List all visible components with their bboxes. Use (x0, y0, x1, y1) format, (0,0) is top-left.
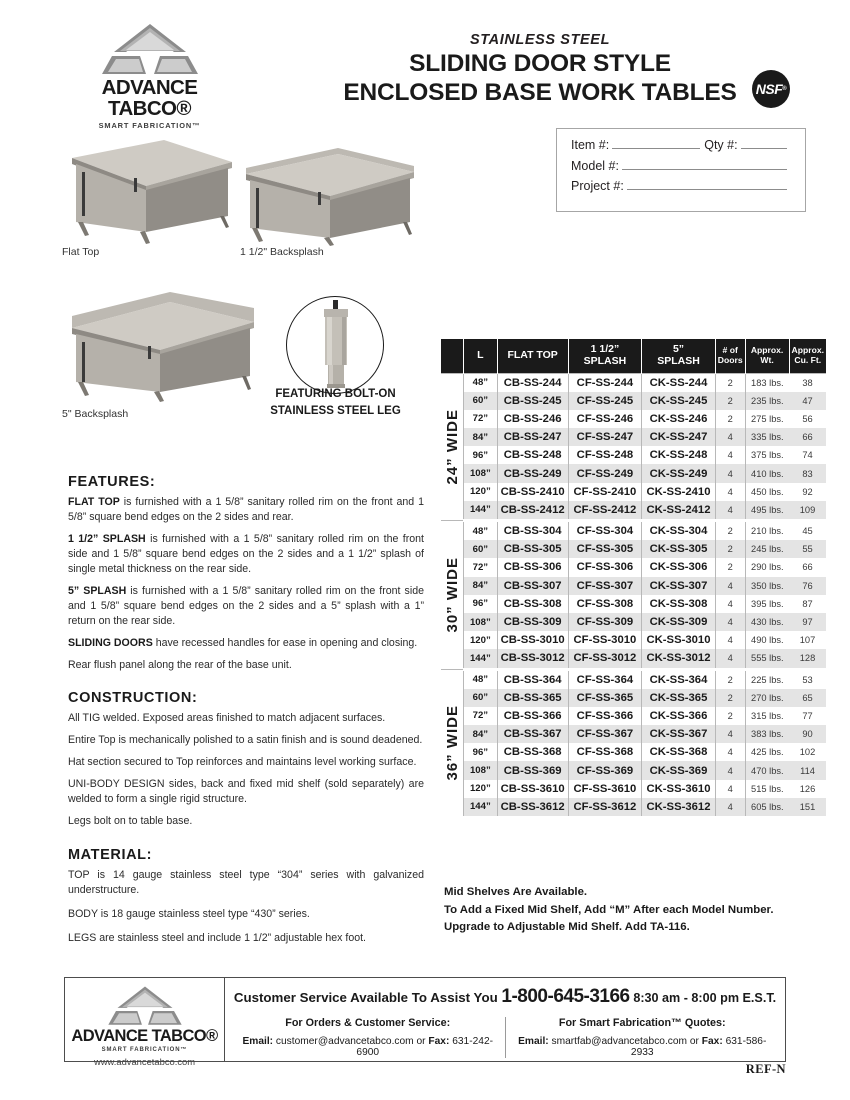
footer-brand-tagline: SMART FABRICATION™ (101, 1046, 188, 1053)
quotes-email-label: Email: (518, 1036, 549, 1047)
cell-splash-5-model: CK-SS-244 (642, 373, 716, 392)
cell-splash-15-model: CF-SS-305 (568, 540, 642, 558)
cell-flat-top-model: CB-SS-247 (497, 428, 568, 446)
cell-doors: 4 (715, 483, 745, 501)
cell-weight: 515 lbs. (745, 780, 789, 798)
cell-weight: 210 lbs. (745, 521, 789, 541)
cell-splash-15-model: CF-SS-304 (568, 521, 642, 541)
cell-splash-5-model: CK-SS-367 (642, 725, 716, 743)
cell-weight: 290 lbs. (745, 558, 789, 576)
header-splash-5: 5” SPLASH (642, 339, 716, 373)
mid-shelf-note-line3: Upgrade to Adjustable Mid Shelf. Add TA-116. (444, 921, 690, 934)
qty-input[interactable] (741, 138, 787, 149)
cell-splash-15-model: CF-SS-3610 (568, 780, 642, 798)
cell-weight: 395 lbs. (745, 595, 789, 613)
table-group-label: 24” WIDE (441, 373, 464, 521)
footer-orders-column (231, 1017, 506, 1058)
feature-term: SLIDING DOORS (68, 637, 153, 650)
cell-splash-15-model: CF-SS-367 (568, 725, 642, 743)
cell-doors: 4 (715, 577, 745, 595)
table-row (441, 577, 826, 595)
leg-feature-callout (243, 386, 428, 419)
features-heading: FEATURES: (68, 474, 156, 490)
nsf-certification-icon: NSF ® (752, 70, 790, 108)
table-header (441, 339, 826, 373)
cell-flat-top-model: CB-SS-307 (497, 577, 568, 595)
cell-flat-top-model: CB-SS-364 (497, 669, 568, 689)
cell-flat-top-model: CB-SS-367 (497, 725, 568, 743)
cell-flat-top-model: CB-SS-248 (497, 446, 568, 464)
quotes-title: For Smart Fabrication™ Quotes: (558, 1017, 726, 1029)
registered-mark: ® (176, 96, 191, 120)
cell-flat-top-model: CB-SS-3012 (497, 649, 568, 669)
material-paragraph: TOP is 14 gauge stainless steel type “304” series with galvanized understructure. (68, 868, 424, 896)
cell-length: 48” (464, 373, 498, 392)
cell-splash-15-model: CF-SS-369 (568, 761, 642, 779)
cell-splash-5-model: CK-SS-2410 (642, 483, 716, 501)
cell-splash-15-model: CF-SS-245 (568, 392, 642, 410)
mid-shelf-note-line2: To Add a Fixed Mid Shelf, Add “M” After each Model Number. (444, 903, 774, 916)
table-row (441, 521, 826, 541)
orders-contact-line: Email: customer@advancetabco.com or Fax: 631-242-6900 (242, 1036, 493, 1058)
cell-weight: 605 lbs. (745, 798, 789, 816)
cell-doors: 2 (715, 373, 745, 392)
cell-splash-5-model: CK-SS-366 (642, 707, 716, 725)
cell-splash-5-model: CK-SS-247 (642, 428, 716, 446)
cell-splash-5-model: CK-SS-304 (642, 521, 716, 541)
cell-flat-top-model: CB-SS-3010 (497, 631, 568, 649)
cell-cubic-feet: 66 (789, 558, 826, 576)
mid-shelf-note-line1: Mid Shelves Are Available. (444, 886, 588, 898)
model-row (571, 159, 791, 173)
cell-doors: 4 (715, 649, 745, 669)
cell-doors: 4 (715, 725, 745, 743)
table-row (441, 501, 826, 521)
header-cubic-feet: Approx. Cu. Ft. (789, 339, 826, 373)
model-input[interactable] (622, 159, 787, 170)
cell-flat-top-model: CB-SS-305 (497, 540, 568, 558)
cell-splash-5-model: CK-SS-309 (642, 613, 716, 631)
cell-splash-5-model: CK-SS-249 (642, 464, 716, 482)
mid-shelf-note (444, 884, 834, 937)
cell-cubic-feet: 107 (789, 631, 826, 649)
cell-splash-15-model: CF-SS-244 (568, 373, 642, 392)
cell-weight: 245 lbs. (745, 540, 789, 558)
cell-splash-15-model: CF-SS-3010 (568, 631, 642, 649)
cell-doors: 2 (715, 521, 745, 541)
cell-doors: 2 (715, 707, 745, 725)
cell-splash-15-model: CF-SS-248 (568, 446, 642, 464)
cell-weight: 350 lbs. (745, 577, 789, 595)
caption-1-5-backsplash: 1 1/2" Backsplash (240, 246, 324, 258)
cell-length: 144” (464, 501, 498, 521)
header-length: L (464, 339, 498, 373)
cell-splash-15-model: CF-SS-308 (568, 595, 642, 613)
table-row (441, 392, 826, 410)
project-label: Project #: (571, 179, 624, 193)
cell-length: 120” (464, 483, 498, 501)
material-section (68, 847, 424, 946)
table-row (441, 540, 826, 558)
cell-flat-top-model: CB-SS-244 (497, 373, 568, 392)
table-row (441, 761, 826, 779)
cell-splash-5-model: CK-SS-248 (642, 446, 716, 464)
cell-cubic-feet: 97 (789, 613, 826, 631)
cell-doors: 4 (715, 761, 745, 779)
pyramid-logo-icon (97, 985, 193, 1027)
cell-length: 96” (464, 446, 498, 464)
header-flat-top: FLAT TOP (497, 339, 568, 373)
product-photo-1-5-backsplash (238, 140, 420, 248)
cell-splash-15-model: CF-SS-309 (568, 613, 642, 631)
construction-heading: CONSTRUCTION: (68, 690, 198, 707)
cell-length: 72” (464, 410, 498, 428)
cell-length: 60” (464, 689, 498, 707)
table-row (441, 798, 826, 816)
cell-length: 120” (464, 780, 498, 798)
qty-label: Qty #: (704, 138, 738, 152)
cell-splash-15-model: CF-SS-366 (568, 707, 642, 725)
cell-splash-5-model: CK-SS-306 (642, 558, 716, 576)
table-group-label: 36” WIDE (441, 669, 464, 816)
cell-cubic-feet: 87 (789, 595, 826, 613)
cell-splash-15-model: CF-SS-365 (568, 689, 642, 707)
cell-doors: 4 (715, 446, 745, 464)
feature-paragraph: 5” SPLASH is furnished with a 1 5/8” sanitary rolled rim on the front side and 1 5/8” square bend edges on the 2 sides and a 5” splash with a 1” return on the rear side. (68, 585, 424, 628)
cell-cubic-feet: 151 (789, 798, 826, 816)
cell-length: 72” (464, 707, 498, 725)
footer-headline (231, 986, 779, 1008)
cell-doors: 4 (715, 798, 745, 816)
caption-5-backsplash: 5" Backsplash (62, 408, 129, 420)
cell-weight: 225 lbs. (745, 669, 789, 689)
cell-flat-top-model: CB-SS-246 (497, 410, 568, 428)
cell-splash-15-model: CF-SS-246 (568, 410, 642, 428)
cell-flat-top-model: CB-SS-306 (497, 558, 568, 576)
page-header (0, 0, 850, 130)
cell-length: 96” (464, 595, 498, 613)
quotes-fax: 631-586-2933 (630, 1036, 767, 1058)
cell-cubic-feet: 53 (789, 669, 826, 689)
cell-length: 60” (464, 392, 498, 410)
cell-length: 84” (464, 428, 498, 446)
cell-doors: 4 (715, 631, 745, 649)
construction-list (68, 711, 424, 829)
construction-paragraph: Legs bolt on to table base. (68, 815, 193, 828)
feature-term: 1 1/2” SPLASH (68, 533, 146, 546)
orders-email-label: Email: (242, 1036, 274, 1047)
orders-email[interactable]: customer@advancetabco.com (275, 1036, 414, 1047)
project-row (571, 179, 791, 193)
orders-fax: 631-242-6900 (356, 1036, 493, 1058)
cell-cubic-feet: 55 (789, 540, 826, 558)
cell-flat-top-model: CB-SS-365 (497, 689, 568, 707)
table-row (441, 689, 826, 707)
material-paragraph: BODY is 18 gauge stainless steel type “430” series. (68, 907, 310, 920)
stainless-leg-icon (314, 300, 358, 392)
feature-term: 5” SPLASH (68, 585, 127, 598)
orders-fax-label: Fax: (428, 1036, 450, 1047)
cell-cubic-feet: 90 (789, 725, 826, 743)
title-block (300, 32, 780, 108)
cell-length: 108” (464, 613, 498, 631)
cell-doors: 4 (715, 428, 745, 446)
footer-quotes-column (506, 1017, 780, 1058)
page-footer (64, 977, 786, 1067)
cell-weight: 383 lbs. (745, 725, 789, 743)
cell-splash-5-model: CK-SS-3012 (642, 649, 716, 669)
leg-callout-line2: STAINLESS STEEL LEG (270, 404, 401, 417)
brand-logo (62, 22, 237, 130)
cell-flat-top-model: CB-SS-366 (497, 707, 568, 725)
cell-splash-5-model: CK-SS-3610 (642, 780, 716, 798)
cell-length: 144” (464, 649, 498, 669)
cell-length: 108” (464, 761, 498, 779)
product-photo-flat-top (60, 128, 240, 246)
cell-doors: 2 (715, 558, 745, 576)
cell-weight: 425 lbs. (745, 743, 789, 761)
cell-splash-15-model: CF-SS-307 (568, 577, 642, 595)
page-title-line1: SLIDING DOOR STYLE (409, 50, 671, 77)
cell-length: 48” (464, 521, 498, 541)
cell-cubic-feet: 56 (789, 410, 826, 428)
customer-service-hours: 8:30 am - 8:00 pm E.S.T. (633, 991, 777, 1005)
header-doors: # of Doors (715, 339, 745, 373)
cell-doors: 4 (715, 464, 745, 482)
brand-website-link[interactable]: www.advancetabco.com (93, 1055, 196, 1067)
cell-length: 84” (464, 577, 498, 595)
cell-weight: 315 lbs. (745, 707, 789, 725)
model-table-wrapper (441, 339, 826, 816)
cell-weight: 235 lbs. (745, 392, 789, 410)
cell-weight: 410 lbs. (745, 464, 789, 482)
cell-flat-top-model: CB-SS-304 (497, 521, 568, 541)
cell-doors: 4 (715, 613, 745, 631)
cell-flat-top-model: CB-SS-249 (497, 464, 568, 482)
cell-splash-15-model: CF-SS-306 (568, 558, 642, 576)
product-photo-5-backsplash (62, 292, 262, 404)
cell-doors: 2 (715, 410, 745, 428)
quotes-contact-line: Email: smartfab@advancetabco.com or Fax: 631-586-2933 (518, 1036, 767, 1058)
model-specification-table (441, 339, 826, 816)
item-label: Item #: (571, 138, 610, 152)
header-group-spacer (441, 339, 464, 373)
footer-brand-name: ADVANCE TABCO® (71, 1027, 218, 1045)
cell-splash-15-model: CF-SS-2412 (568, 501, 642, 521)
cell-flat-top-model: CB-SS-3612 (497, 798, 568, 816)
table-row (441, 743, 826, 761)
cell-weight: 495 lbs. (745, 501, 789, 521)
cell-weight: 430 lbs. (745, 613, 789, 631)
cell-splash-15-model: CF-SS-247 (568, 428, 642, 446)
cell-doors: 2 (715, 540, 745, 558)
brand-name: ADVANCE TABCO® (101, 76, 198, 120)
cell-weight: 555 lbs. (745, 649, 789, 669)
feature-term: FLAT TOP (68, 496, 120, 508)
cell-flat-top-model: CB-SS-3610 (497, 780, 568, 798)
cell-cubic-feet: 66 (789, 428, 826, 446)
left-text-column (68, 474, 424, 955)
cell-weight: 335 lbs. (745, 428, 789, 446)
table-row (441, 780, 826, 798)
cell-splash-5-model: CK-SS-368 (642, 743, 716, 761)
cell-doors: 4 (715, 743, 745, 761)
brand-tagline: SMART FABRICATION™ (98, 121, 201, 130)
cell-length: 96” (464, 743, 498, 761)
table-row (441, 410, 826, 428)
footer-contact-block (225, 978, 785, 1061)
table-row (441, 373, 826, 392)
cell-length: 108” (464, 464, 498, 482)
table-row (441, 613, 826, 631)
cell-splash-5-model: CK-SS-364 (642, 669, 716, 689)
material-heading: MATERIAL: (68, 846, 153, 863)
cell-cubic-feet: 102 (789, 743, 826, 761)
cell-splash-15-model: CF-SS-3012 (568, 649, 642, 669)
table-row (441, 558, 826, 576)
table-row (441, 707, 826, 725)
cell-cubic-feet: 38 (789, 373, 826, 392)
customer-service-phone[interactable]: 1-800-645-3166 (501, 986, 630, 1007)
features-list (68, 495, 424, 673)
quotes-email[interactable]: smartfab@advancetabco.com (551, 1036, 688, 1047)
cell-weight: 490 lbs. (745, 631, 789, 649)
cell-doors: 4 (715, 780, 745, 798)
cell-splash-5-model: CK-SS-365 (642, 689, 716, 707)
table-row (441, 631, 826, 649)
feature-paragraph: Rear flush panel along the rear of the base unit. (68, 659, 292, 672)
cell-cubic-feet: 47 (789, 392, 826, 410)
feature-paragraph: FLAT TOP is furnished with a 1 5/8” sanitary rolled rim on the front and 1 5/8” square bend edges on the 2 sides and rear. (68, 496, 424, 524)
reference-code: REF-N (745, 1062, 786, 1076)
project-input[interactable] (627, 179, 787, 190)
feature-paragraph: SLIDING DOORS have recessed handles for ease in opening and closing. (68, 637, 418, 650)
footer-headline-prefix: Customer Service Available To Assist You (233, 990, 498, 1005)
feature-paragraph: 1 1/2” SPLASH is furnished with a 1 5/8” sanitary rolled rim on the front side and 1 5/8” square bend edges on the 2 sides and a 1 1/2” splash of single metal thickness on the rear side. (68, 533, 424, 576)
cell-doors: 4 (715, 595, 745, 613)
cell-cubic-feet: 74 (789, 446, 826, 464)
table-row (441, 669, 826, 689)
cell-weight: 275 lbs. (745, 410, 789, 428)
table-row (441, 483, 826, 501)
table-row (441, 649, 826, 669)
cell-doors: 4 (715, 501, 745, 521)
construction-paragraph: All TIG welded. Exposed areas finished to match adjacent surfaces. (68, 712, 386, 725)
cell-flat-top-model: CB-SS-308 (497, 595, 568, 613)
cell-splash-5-model: CK-SS-307 (642, 577, 716, 595)
cell-cubic-feet: 45 (789, 521, 826, 541)
cell-cubic-feet: 65 (789, 689, 826, 707)
cell-weight: 450 lbs. (745, 483, 789, 501)
construction-paragraph: Entire Top is mechanically polished to a satin finish and is sound deadened. (68, 734, 423, 747)
table-header-row (441, 339, 826, 373)
construction-paragraph: Hat section secured to Top reinforces and maintains level working surface. (68, 756, 417, 769)
material-paragraph: LEGS are stainless steel and include 1 1/2” adjustable hex foot. (68, 931, 366, 944)
item-input[interactable] (612, 138, 700, 149)
table-row (441, 428, 826, 446)
cell-weight: 375 lbs. (745, 446, 789, 464)
cell-weight: 183 lbs. (745, 373, 789, 392)
cell-doors: 2 (715, 392, 745, 410)
cell-splash-15-model: CF-SS-249 (568, 464, 642, 482)
cell-cubic-feet: 92 (789, 483, 826, 501)
cell-length: 60” (464, 540, 498, 558)
model-label: Model #: (571, 158, 619, 173)
cell-splash-5-model: CK-SS-308 (642, 595, 716, 613)
cell-cubic-feet: 128 (789, 649, 826, 669)
cell-splash-5-model: CK-SS-245 (642, 392, 716, 410)
cell-cubic-feet: 77 (789, 707, 826, 725)
page-title-line2: ENCLOSED BASE WORK TABLES (343, 78, 737, 106)
cell-splash-15-model: CF-SS-3612 (568, 798, 642, 816)
leg-callout-line1: FEATURING BOLT-ON (275, 388, 396, 400)
cell-weight: 470 lbs. (745, 761, 789, 779)
page-title (300, 50, 780, 108)
cell-doors: 2 (715, 669, 745, 689)
cell-splash-5-model: CK-SS-369 (642, 761, 716, 779)
cell-cubic-feet: 114 (789, 761, 826, 779)
eyebrow-text: STAINLESS STEEL (469, 32, 611, 48)
orders-title: For Orders & Customer Service: (285, 1017, 451, 1029)
cell-cubic-feet: 109 (789, 501, 826, 521)
cell-length: 84” (464, 725, 498, 743)
table-group-label: 30” WIDE (441, 521, 464, 670)
construction-paragraph: UNI-BODY DESIGN sides, back and fixed mid shelf (sold separately) are welded to form a single rigid structure. (68, 778, 424, 806)
cell-splash-5-model: CK-SS-305 (642, 540, 716, 558)
cell-flat-top-model: CB-SS-2410 (497, 483, 568, 501)
order-spec-box (556, 128, 806, 212)
header-splash-15: 1 1/2” SPLASH (568, 339, 642, 373)
cell-flat-top-model: CB-SS-245 (497, 392, 568, 410)
cell-splash-15-model: CF-SS-368 (568, 743, 642, 761)
cell-flat-top-model: CB-SS-369 (497, 761, 568, 779)
table-row (441, 595, 826, 613)
caption-flat-top: Flat Top (62, 246, 100, 258)
item-qty-row (571, 138, 791, 152)
cell-flat-top-model: CB-SS-2412 (497, 501, 568, 521)
cell-splash-5-model: CK-SS-3612 (642, 798, 716, 816)
cell-length: 120” (464, 631, 498, 649)
cell-weight: 270 lbs. (745, 689, 789, 707)
material-list (68, 868, 424, 946)
cell-flat-top-model: CB-SS-368 (497, 743, 568, 761)
cell-length: 144” (464, 798, 498, 816)
cell-flat-top-model: CB-SS-309 (497, 613, 568, 631)
table-row (441, 464, 826, 482)
cell-splash-15-model: CF-SS-2410 (568, 483, 642, 501)
cell-splash-15-model: CF-SS-364 (568, 669, 642, 689)
cell-cubic-feet: 83 (789, 464, 826, 482)
cell-cubic-feet: 126 (789, 780, 826, 798)
cell-length: 48” (464, 669, 498, 689)
cell-length: 72” (464, 558, 498, 576)
header-weight: Approx. Wt. (745, 339, 789, 373)
cell-splash-5-model: CK-SS-3010 (642, 631, 716, 649)
cell-cubic-feet: 76 (789, 577, 826, 595)
cell-splash-5-model: CK-SS-246 (642, 410, 716, 428)
table-body (441, 373, 826, 816)
cell-splash-5-model: CK-SS-2412 (642, 501, 716, 521)
cell-doors: 2 (715, 689, 745, 707)
pyramid-logo-icon (90, 22, 210, 77)
footer-brand-logo (65, 978, 225, 1067)
table-row (441, 725, 826, 743)
quotes-fax-label: Fax: (701, 1036, 723, 1047)
table-row (441, 446, 826, 464)
